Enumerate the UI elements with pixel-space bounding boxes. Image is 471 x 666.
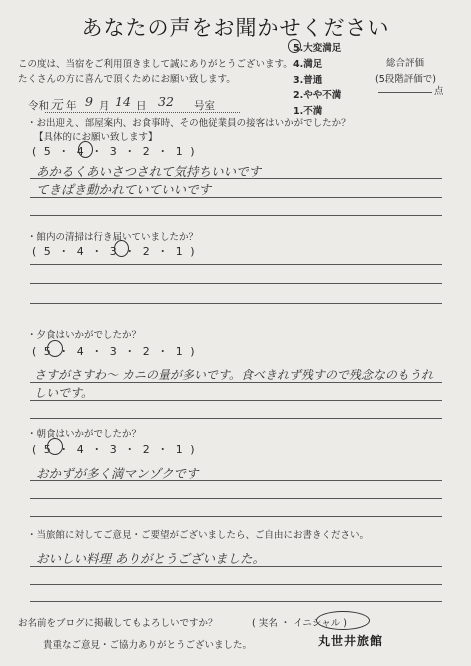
overall-note: (5段階評価で) (375, 74, 436, 85)
answer-line (30, 566, 442, 567)
hotel-name: 丸世井旅館 (318, 634, 384, 648)
answer-line (30, 303, 442, 304)
date-month: 9 (85, 94, 93, 109)
blog-selected-circle (316, 611, 370, 630)
scale-dinner-selected-circle (47, 340, 63, 357)
rating-option-1: 1.不満 (293, 106, 323, 117)
room-number: 32 (158, 94, 174, 109)
room-unit: 号室 (194, 100, 215, 112)
scale-breakfast: ( 5 ・ 4 ・ 3 ・ 2 ・ 1 ) (32, 443, 197, 456)
scale-dinner: ( 5 ・ 4 ・ 3 ・ 2 ・ 1 ) (32, 345, 197, 358)
rating-option-5: 5.大変満足 (293, 43, 342, 54)
score-input-line (378, 92, 432, 93)
answer-line (30, 418, 442, 419)
intro-line-2: たくさんの方に喜んで頂くためにお願い致します。 (18, 74, 236, 85)
scale-cleaning: ( 5 ・ 4 ・ 3 ・ 2 ・ 1 ) (32, 245, 197, 258)
intro-line-1: この度は、当宿をご利用頂きまして誠にありがとうございます。 (18, 59, 293, 70)
rating-option-3: 3.普通 (293, 75, 323, 86)
date-year-unit: 年 (66, 100, 77, 112)
answer-line (30, 197, 442, 198)
scale-service: ( 5 ・ 4 ・ 3 ・ 2 ・ 1 ) (32, 145, 197, 158)
answer-line (30, 178, 442, 179)
question-dinner: ・夕食はいかがでしたか？ (27, 330, 142, 341)
answer-line (30, 480, 442, 481)
rating-option-4: 4.満足 (293, 59, 323, 70)
score-unit: 点 (434, 86, 444, 97)
scale-service-selected-circle (78, 141, 93, 158)
answer-service-1: あかるくあいさつされて気持ちいいです (36, 164, 262, 179)
question-comments: ・当旅館に対してご意見・ご要望がございましたら、ご自由にお書きください。 (27, 530, 370, 541)
answer-line (30, 283, 442, 284)
blog-options: ( 実名 ・ イニシャル ) (252, 618, 347, 629)
blog-question: お名前をブログに掲載してもよろしいですか？ (18, 618, 218, 629)
answer-line (30, 498, 442, 499)
answer-line (30, 584, 442, 585)
date-year: 元 (50, 97, 63, 112)
date-month-unit: 月 (99, 100, 110, 112)
rating-option-2: 2.やや不満 (293, 90, 342, 101)
answer-line (30, 215, 442, 216)
date-day: 14 (115, 94, 131, 109)
answer-line (30, 400, 442, 401)
question-service: ・お出迎え、部屋案内、お食事時、その他従業員の接客はいかがでしたか？ (27, 118, 351, 129)
answer-dinner: さすがさすわ〜 カニの量が多いです。食べきれず残すので残念なのもうれしいです。 (34, 368, 433, 400)
answer-line (30, 516, 442, 517)
question-cleaning: ・館内の清掃は行き届いていましたか？ (27, 232, 199, 243)
answer-comments: おいしい料理 ありがとうございました。 (36, 551, 265, 566)
answer-line (30, 601, 442, 602)
answer-breakfast: おかずが多く満マンゾクです (36, 466, 199, 481)
question-service-subheading: 【具体的にお願い致します】 (34, 132, 158, 143)
date-era: 令和 (28, 100, 49, 112)
date-day-unit: 日 (136, 100, 147, 112)
answer-line (30, 264, 442, 265)
thanks-message: 貴重なご意見・ご協力ありがとうございました。 (43, 640, 253, 651)
overall-label: 総合評価 (386, 58, 425, 69)
date-underline (45, 112, 240, 113)
scale-cleaning-selected-circle (114, 240, 129, 257)
scale-breakfast-selected-circle (47, 438, 63, 455)
answer-service-2: てきぱき動かれていていいです (36, 182, 212, 197)
answer-line (30, 382, 442, 383)
question-breakfast: ・朝食はいかがでしたか？ (27, 429, 142, 440)
form-title: あなたの声をお聞かせください (81, 16, 390, 40)
